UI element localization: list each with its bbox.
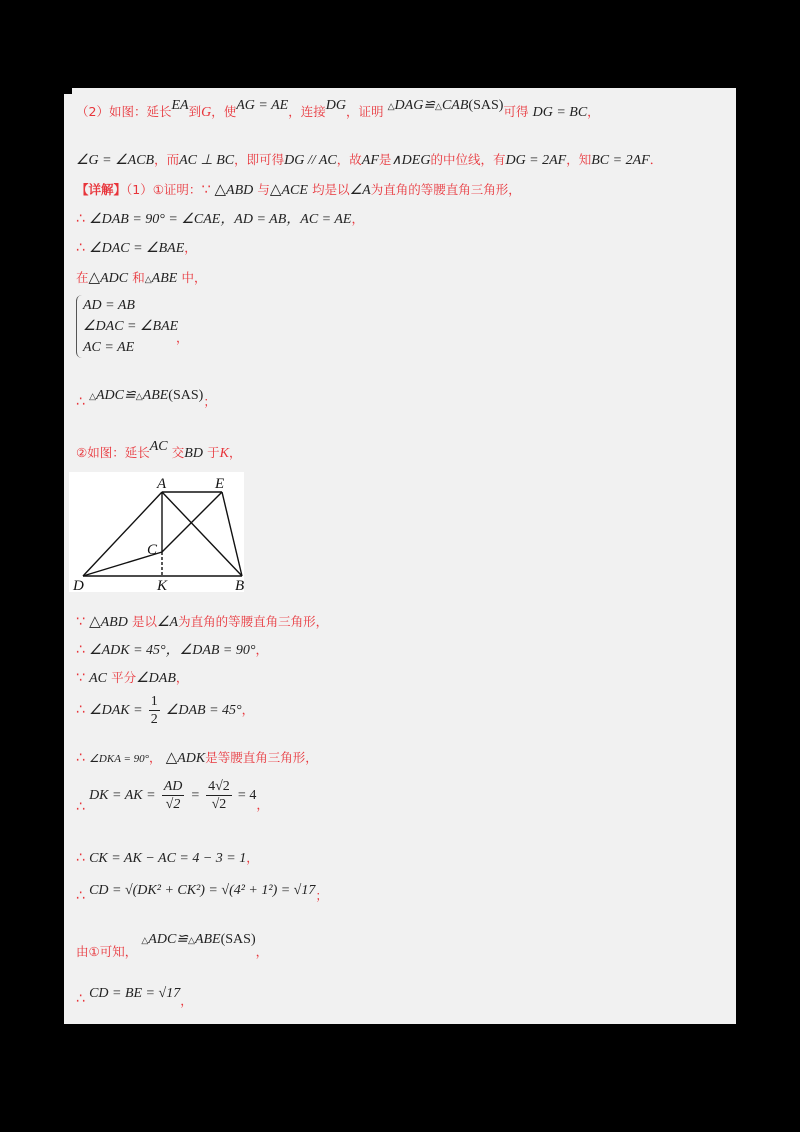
text: 中，: [181, 270, 207, 285]
svg-text:A: A: [157, 476, 167, 492]
denominator: √2: [211, 797, 227, 812]
text: 到: [188, 104, 202, 119]
math: ACE: [281, 183, 308, 198]
math: BD: [184, 446, 203, 461]
text: ，: [246, 850, 259, 865]
text: ，: [255, 944, 269, 959]
math: ∠A: [156, 615, 179, 630]
math: ABD: [100, 615, 128, 630]
math: (SAS): [468, 98, 504, 113]
therefore-symbol: ∴: [76, 642, 85, 658]
svg-text:D: D: [73, 578, 84, 592]
because-symbol: ∵: [201, 182, 211, 198]
step-s1: ∵ △ABD 是以∠A为直角的等腰直角三角形，: [76, 614, 329, 630]
svg-text:B: B: [235, 578, 244, 592]
text: 为直角的等腰直角三角形，: [178, 614, 329, 629]
math: CK = AK − AC = 4 − 3 = 1: [89, 851, 247, 866]
math: ∠ADK = 45°，∠DAB = 90°: [89, 643, 256, 658]
numerator: 1: [150, 694, 158, 709]
detail-line-5: ∴ △ADC≌△ABE(SAS)；: [76, 388, 216, 410]
math: ∠DAB = 45°: [165, 703, 242, 718]
text: ，: [228, 445, 242, 460]
therefore-symbol: ∴: [76, 394, 85, 410]
therefore-symbol: ∴: [76, 211, 85, 227]
fraction: [162, 778, 185, 813]
numerator: AD: [163, 779, 183, 794]
text: ，使: [211, 104, 237, 119]
text: ，: [587, 104, 600, 119]
text: 于: [207, 445, 220, 460]
math: K: [219, 446, 229, 461]
math: ∠G = ∠ACB: [76, 153, 155, 168]
math: G: [201, 105, 212, 120]
math: DG: [325, 98, 346, 113]
text: ，: [180, 993, 193, 1008]
equation-system: [76, 295, 178, 358]
text: ，: [184, 240, 197, 255]
because-symbol: ∵: [76, 614, 85, 630]
math: ∠DAB: [136, 671, 176, 686]
step-s2: [76, 639, 268, 659]
geometry-figure: [69, 472, 244, 592]
math: ABE: [194, 932, 221, 947]
text: ；: [315, 888, 328, 903]
math: DG = 2AF: [505, 153, 567, 168]
text: ，: [351, 211, 364, 226]
text: 为直角的等腰直角三角形，: [370, 182, 521, 197]
math: ∠DAK =: [89, 703, 143, 718]
text: ，: [149, 750, 162, 765]
math: DAG≌: [394, 98, 436, 113]
step-s9: 由①可知， △ADC≌△ABE(SAS)，: [76, 932, 269, 959]
math: CAB: [441, 98, 469, 113]
text: ；: [203, 394, 216, 409]
text: 是: [378, 152, 392, 167]
text: 是以: [131, 614, 157, 629]
math: ABD: [226, 183, 254, 198]
text: （2）如图：延长: [76, 104, 172, 119]
hint-line-1: [76, 98, 600, 121]
therefore-symbol: ∴: [76, 888, 85, 904]
math: (SAS): [220, 932, 256, 947]
math: ∠DKA = 90°: [89, 753, 150, 765]
text: ，知: [566, 152, 592, 167]
text: 由①可知，: [76, 944, 138, 959]
system-eq: ∠DAC = ∠BAE: [83, 319, 179, 334]
math: ADC≌: [95, 388, 136, 403]
step-s6: [76, 778, 269, 813]
therefore-symbol: ∴: [76, 702, 85, 718]
text: ②如图：延长: [76, 445, 150, 460]
math: EA: [171, 98, 189, 113]
text: 和: [132, 270, 145, 285]
math: ∧DEG: [391, 153, 431, 168]
step-s10: [76, 983, 193, 1008]
math: = 4: [237, 788, 257, 803]
page-corner-mark: [64, 88, 72, 94]
fraction: [149, 693, 160, 728]
therefore-symbol: ∴: [76, 850, 85, 866]
system-eq: AC = AE: [83, 340, 135, 355]
text: 交: [171, 445, 185, 460]
math: ADK: [177, 751, 206, 766]
text: 与: [257, 182, 270, 197]
system-end: [176, 328, 189, 346]
math: DK = AK =: [89, 788, 156, 803]
text: ，连接: [288, 104, 326, 119]
text: ．: [649, 152, 663, 167]
part2-intro: [76, 439, 242, 462]
therefore-symbol: ∴: [76, 799, 85, 815]
detail-line-4: 在△ADC 和△ABE 中，: [76, 270, 207, 286]
text: ，: [176, 330, 189, 345]
step-s5: ∴ ∠DKA = 90°， △ADK是等腰直角三角形，: [76, 750, 318, 766]
math: ADC: [100, 271, 129, 286]
math: BC = 2AF: [591, 153, 650, 168]
math: ∠DAC = ∠BAE: [89, 241, 185, 256]
therefore-symbol: ∴: [76, 991, 85, 1007]
text: ，而: [154, 152, 180, 167]
system-eq: AD = AB: [83, 298, 135, 313]
step-s3: [76, 668, 188, 687]
text: （1）①证明：: [126, 182, 202, 197]
math: ∠A: [349, 183, 371, 198]
svg-text:E: E: [215, 476, 225, 492]
math: ABE: [142, 388, 169, 403]
text: ，: [175, 670, 189, 685]
geometry-diagram-icon: [69, 472, 244, 592]
math: AC: [149, 439, 168, 454]
math: DG // AC: [284, 153, 337, 168]
step-s7: [76, 848, 259, 867]
math: AF: [361, 153, 379, 168]
math: (SAS): [168, 388, 204, 403]
text: ，: [256, 797, 269, 812]
text: ，: [255, 642, 268, 657]
numerator: 4√2: [208, 779, 230, 794]
denominator: 2: [150, 712, 158, 727]
step-s8: [76, 880, 328, 904]
math: ABE: [151, 271, 178, 286]
step-s4: [76, 693, 254, 728]
text: 平分: [111, 670, 137, 685]
text: 均是以: [312, 182, 350, 197]
text: 的中位线，有: [430, 152, 506, 167]
text: ，即可得: [234, 152, 285, 167]
math: ADC≌: [148, 932, 189, 947]
math: ∠DAB = 90° = ∠CAE，AD = AB，AC = AE: [89, 212, 352, 227]
text: 在: [76, 270, 89, 285]
document-page: [64, 88, 736, 1024]
text: ，证明: [345, 104, 384, 119]
math: AG = AE: [236, 98, 289, 113]
text: 是等腰直角三角形，: [205, 750, 318, 765]
congruence-expr: △DAG≌△CAB(SAS): [387, 98, 504, 113]
detail-label: 【详解】: [76, 182, 127, 197]
detail-line-2: [76, 208, 364, 228]
math: AC: [89, 671, 107, 686]
fraction: [206, 778, 232, 813]
math: =: [190, 788, 200, 803]
denominator: √2: [165, 797, 181, 812]
svg-text:K: K: [157, 578, 168, 592]
math: DG = BC: [532, 105, 588, 120]
because-symbol: ∵: [76, 670, 85, 686]
detail-line-3: [76, 238, 197, 257]
math: AC ⊥ BC: [179, 153, 235, 168]
math: CD = √(DK² + CK²) = √(4² + 1²) = √17: [89, 883, 316, 898]
text: 可得: [503, 104, 529, 119]
text: ，故: [336, 152, 362, 167]
text: ，: [241, 702, 255, 717]
svg-text:C: C: [147, 542, 158, 558]
therefore-symbol: ∴: [76, 750, 85, 766]
therefore-symbol: ∴: [76, 240, 85, 256]
hint-line-2: [76, 150, 662, 169]
math: CD = BE = √17: [89, 986, 181, 1001]
detail-line-1: 【详解】（1）①证明：∵ △ABD 与△ACE 均是以∠A为直角的等腰直角三角形，: [76, 182, 521, 198]
